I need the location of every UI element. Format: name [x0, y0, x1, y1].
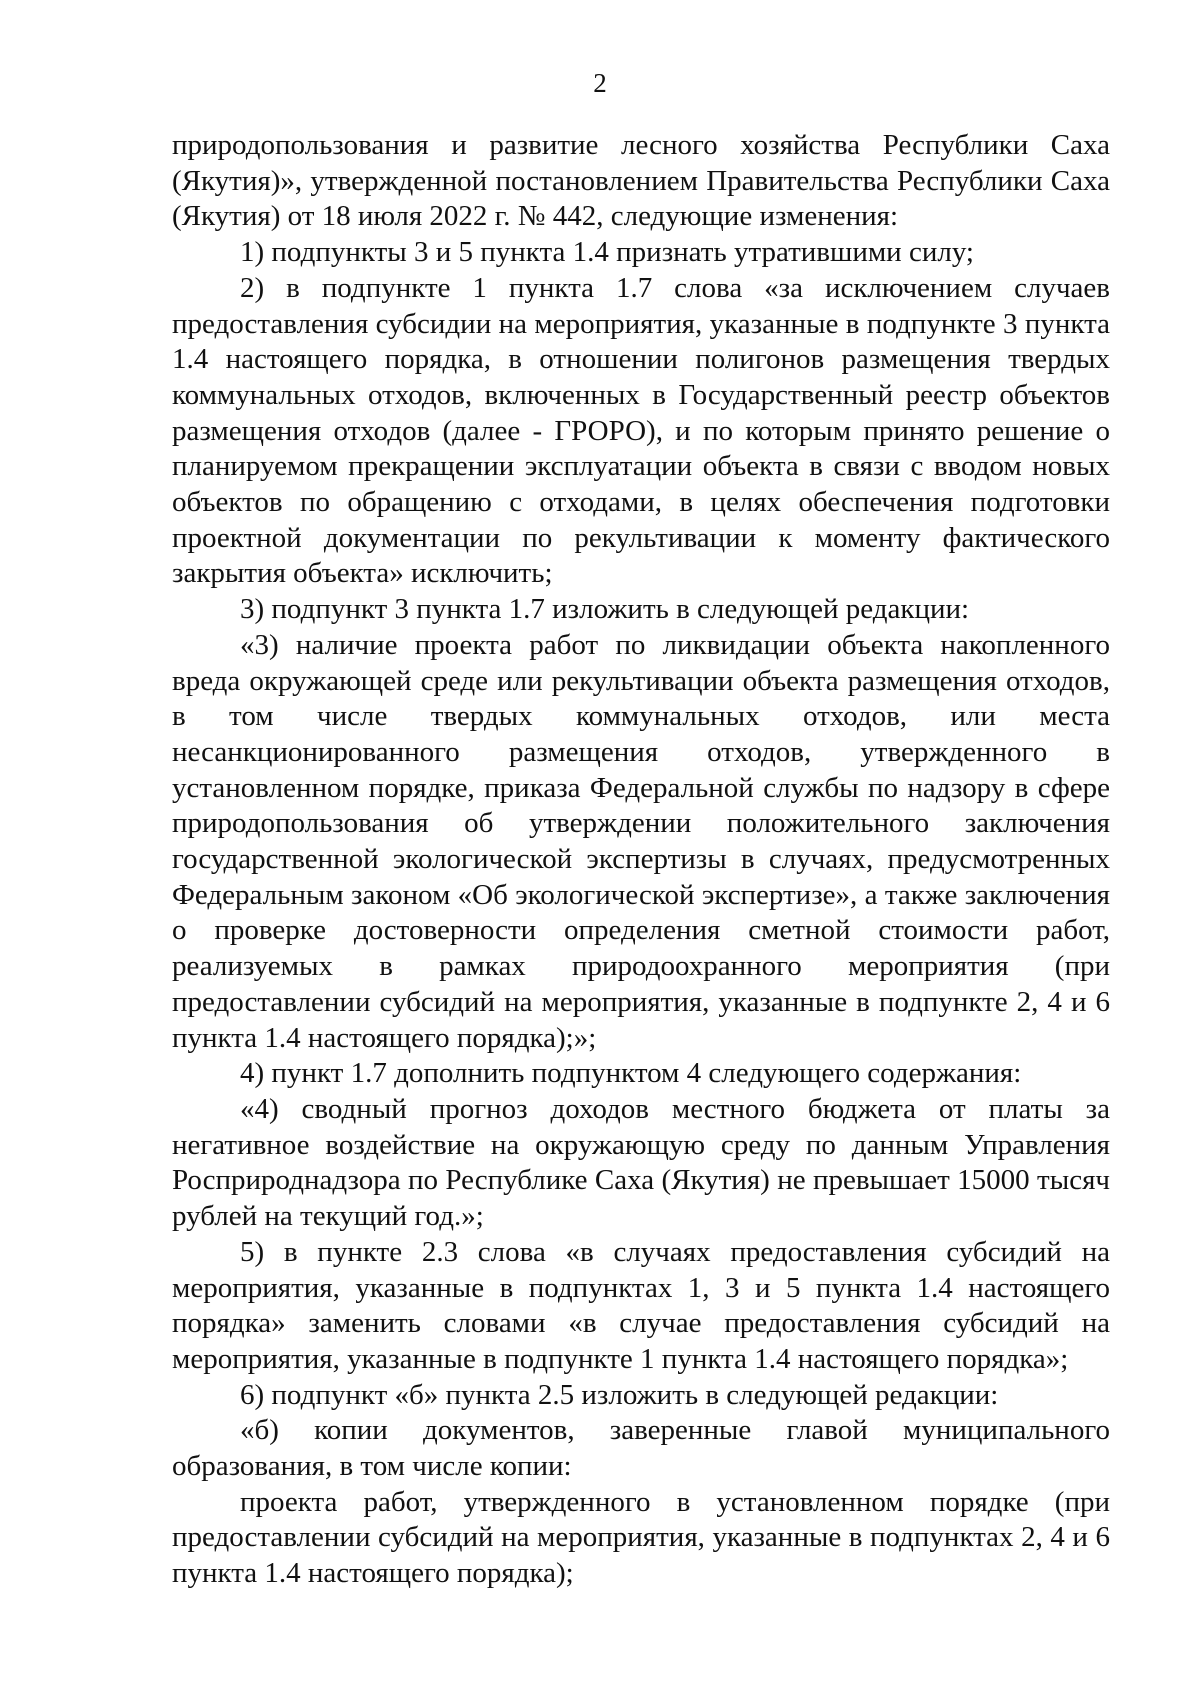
paragraph-item-6: 6) подпункт «б» пункта 2.5 изложить в следующей редакции:	[240, 1378, 999, 1411]
paragraph-item-4-new-text: «4) сводный прогноз доходов местного бюджета от платы за негативное воздействие на окружающую среду по данным Управления Росприроднадзора по Республике Саха (Якутия) не превышает 15000 тысяч рублей на текущий год.»;	[172, 1092, 1110, 1233]
page-number: 2	[593, 68, 607, 98]
paragraph-item-3: 3) подпункт 3 пункта 1.7 изложить в следующей редакции:	[240, 593, 970, 626]
paragraph-intro-continuation: природопользования и развитие лесного хозяйства Республики Саха (Якутия)», утвержденной постановлением Правительства Республики Саха (Якутия) от 18 июля 2022 г. № 442, следующие изменения:	[172, 129, 1110, 233]
document-body	[172, 128, 1110, 1592]
paragraph-item-6-project-copy: проекта работ, утвержденного в установленном порядке (при предоставлении субсидий на мероприятия, указанные в подпунктах 2, 4 и 6 пункта 1.4 настоящего порядка);	[172, 1485, 1110, 1590]
paragraph-item-6-new-text: «б) копии документов, заверенные главой муниципального образования, в том числе копии:	[172, 1414, 1110, 1483]
paragraph-item-5: 5) в пункте 2.3 слова «в случаях предоставления субсидий на мероприятия, указанные в подпунктах 1, 3 и 5 пункта 1.4 настоящего порядка» заменить словами «в случае предоставления субсидий на мероприятия, указанные в подпункте 1 пункта 1.4 настоящего порядка»;	[172, 1235, 1110, 1375]
paragraph-item-4: 4) пункт 1.7 дополнить подпунктом 4 следующего содержания:	[240, 1057, 1022, 1090]
paragraph-item-3-new-text: «3) наличие проекта работ по ликвидации объекта накопленного вреда окружающей среде или рекультивации объекта размещения отходов, в том числе твердых коммунальных отходов, или места несанкционированного размещения отходов, утвержденного в установленном порядке, приказа Федеральной службы по надзору в сфере природопользования об утверждении положительного заключения государственной экологической экспертизы в случаях, предусмотренных Федеральным законом «Об экологической экспертизе», а также заключения о проверке достоверности определения сметной стоимости работ, реализуемых в рамках природоохранного мероприятия (при предоставлении субсидий на мероприятия, указанные в подпункте 2, 4 и 6 пункта 1.4 настоящего порядка);»;	[172, 628, 1110, 1054]
paragraph-item-2: 2) в подпункте 1 пункта 1.7 слова «за исключением случаев предоставления субсидии на мероприятия, указанные в подпункте 3 пункта 1.4 настоящего порядка, в отношении полигонов размещения твердых коммунальных отходов, включенных в Государственный реестр объектов размещения отходов (далее - ГРОРО), и по которым принято решение о планируемом прекращении эксплуатации объекта в связи с вводом новых объектов по обращению с отходами, в целях обеспечения подготовки проектной документации по рекультивации к моменту фактического закрытия объекта» исключить;	[172, 271, 1110, 590]
paragraph-item-1: 1) подпункты 3 и 5 пункта 1.4 признать утратившими силу;	[240, 236, 974, 269]
